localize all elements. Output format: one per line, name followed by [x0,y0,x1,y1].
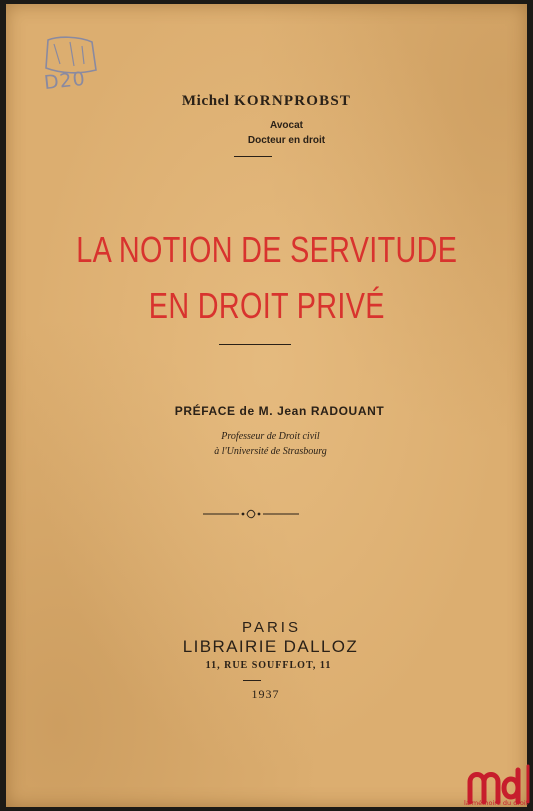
author-name [6,93,527,110]
preface-role-line: à l'Université de Strasbourg [214,446,327,457]
preface-role-line: Professeur de Droit civil [221,431,320,442]
publisher-address: 11, RUE SOUFFLOT, 11 [205,660,332,671]
profession-line: Docteur en droit [247,135,326,146]
divider-rule [234,156,272,157]
author-first-name: Michel [181,93,230,109]
preface-author-role [10,429,531,459]
shelfmark-label: D20 [42,67,87,95]
publisher-name: LIBRAIRIE DALLOZ [182,637,359,656]
preface-credit: PRÉFACE de M. Jean RADOUANT [174,404,385,418]
author-profession [26,118,533,148]
title-line: EN DROIT PRIVÉ [148,285,385,326]
book-title [58,222,475,334]
divider-rule [243,680,261,681]
author-surname: KORNPROBST [234,93,352,109]
publication-year: 1937 [251,687,280,701]
title-line: LA NOTION DE SERVITUDE [76,229,458,270]
ornament-divider-icon [201,508,301,520]
book-cover [6,4,527,807]
publication-city: PARIS [242,619,301,636]
profession-line: Avocat [270,120,303,131]
divider-rule [219,344,291,345]
watermark-caption: la mémoire du droit [464,799,529,807]
